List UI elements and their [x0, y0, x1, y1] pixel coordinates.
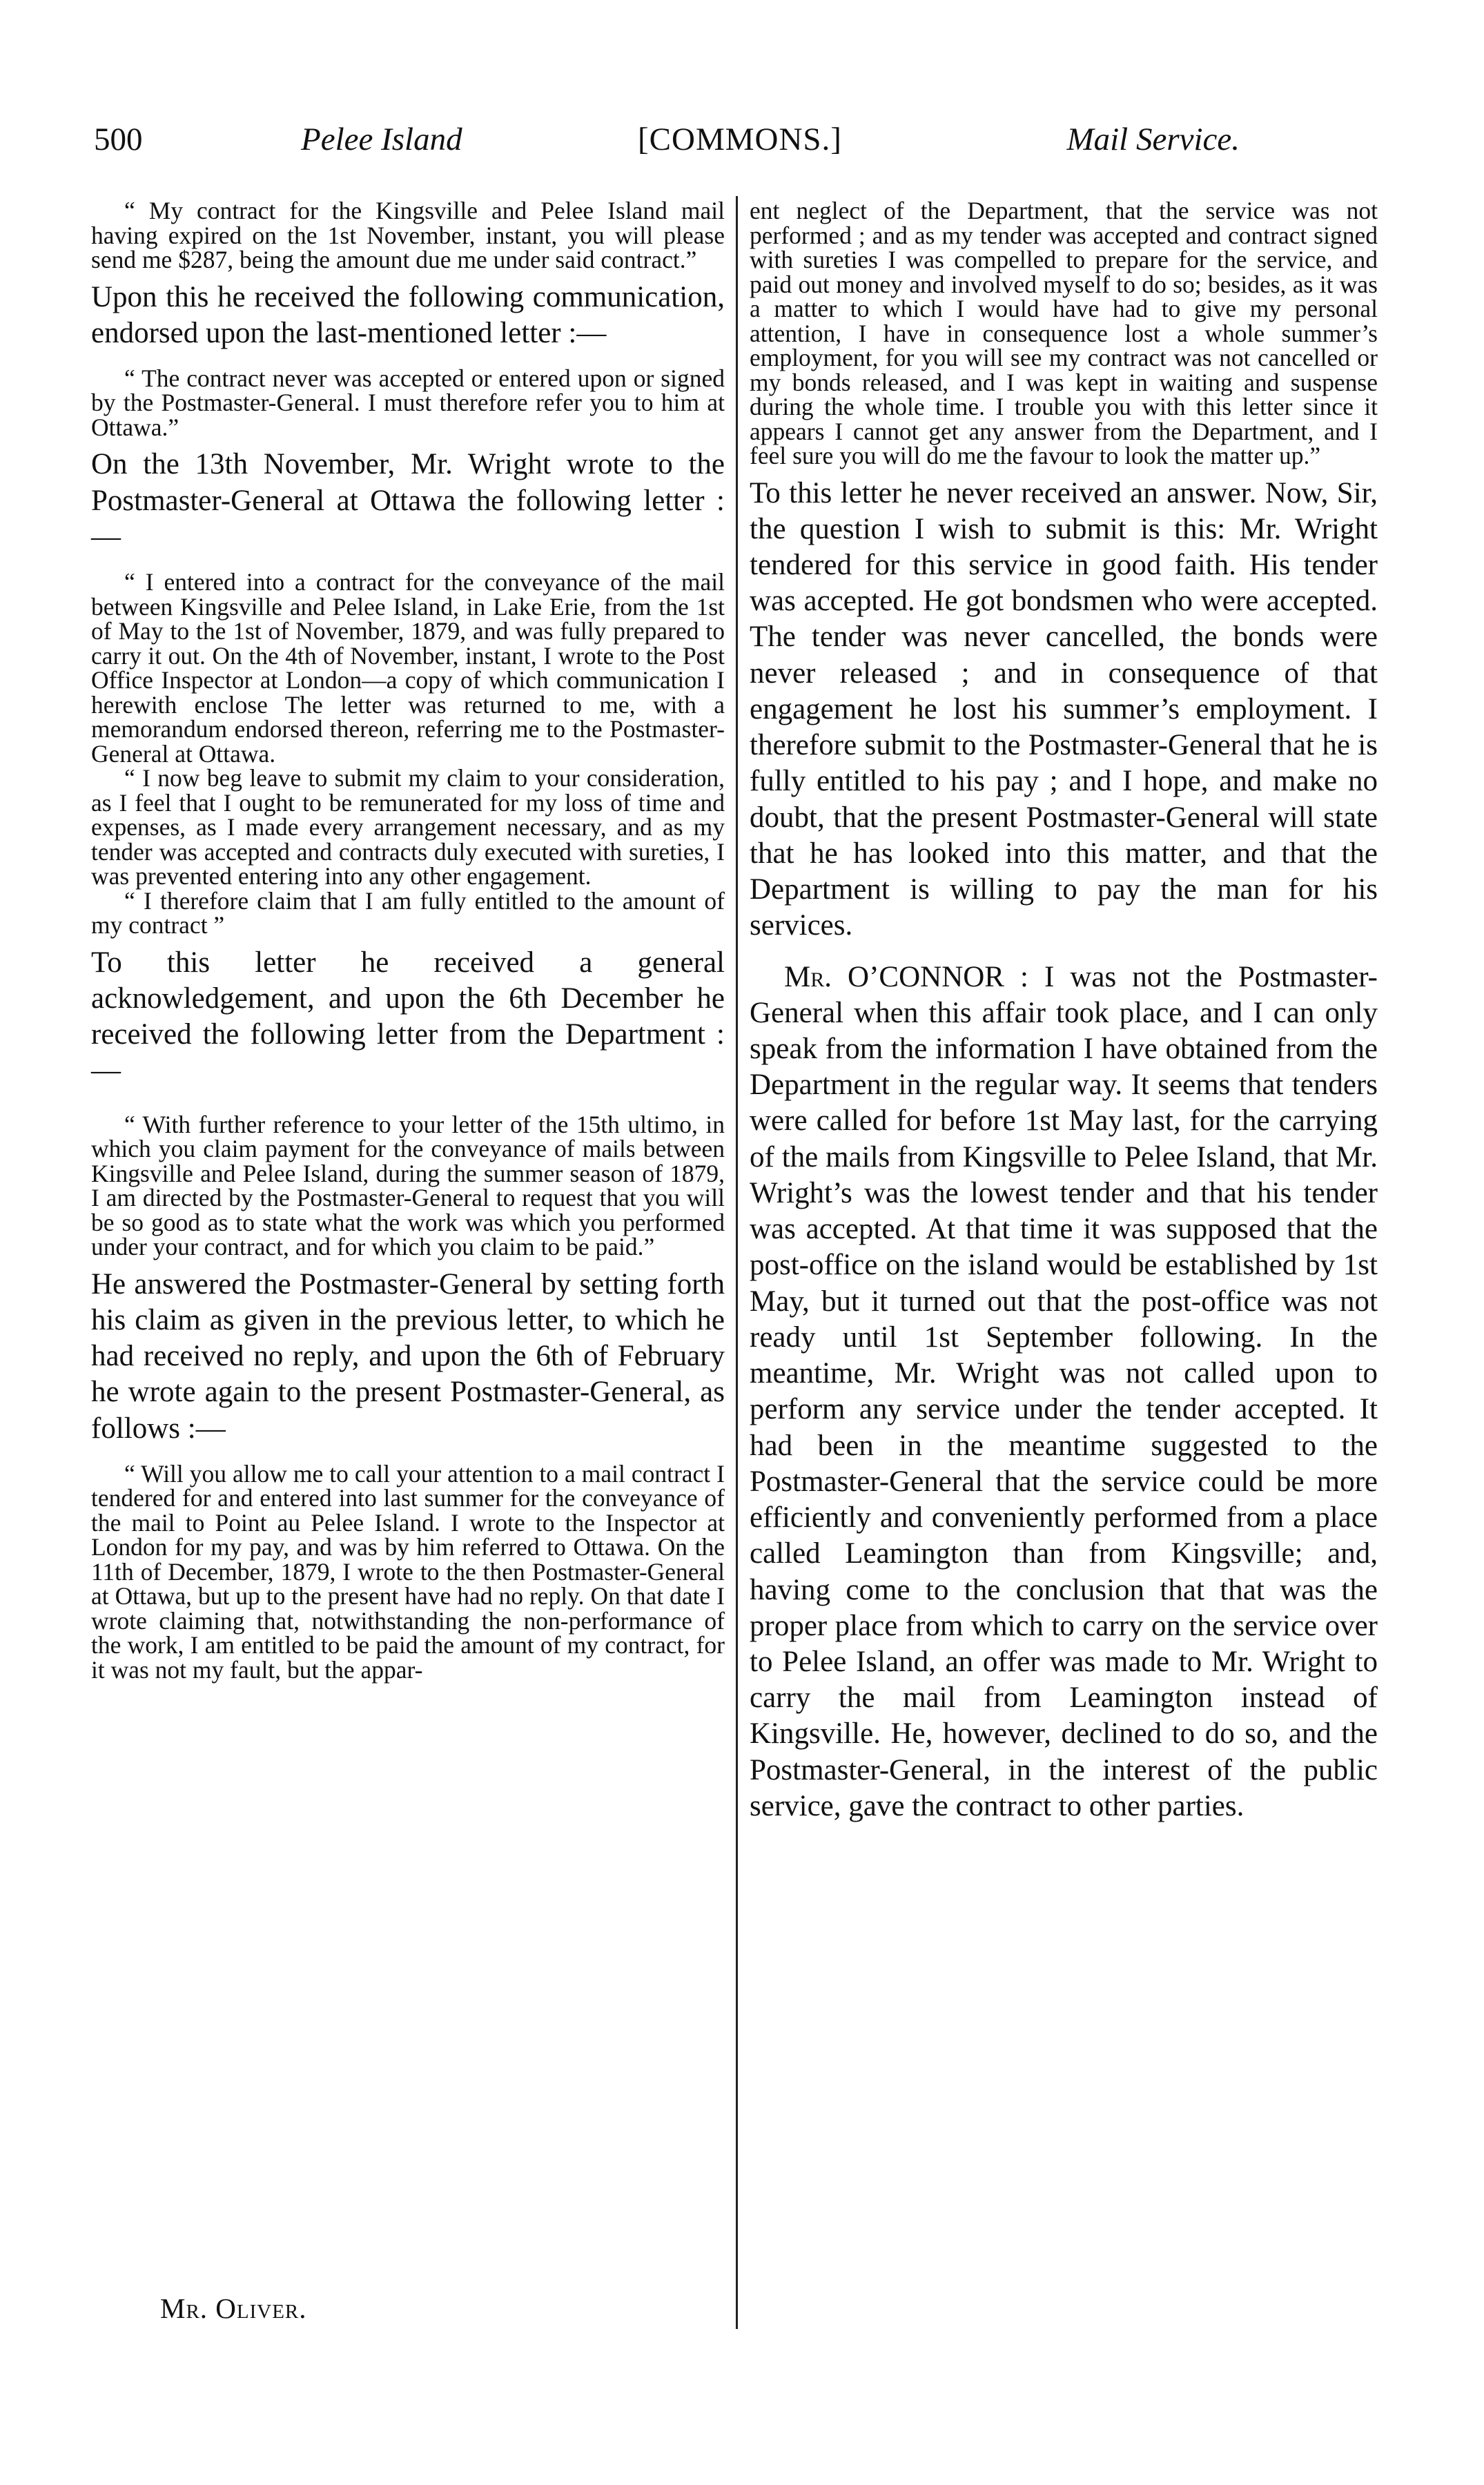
- right-column: [750, 199, 1378, 1824]
- body-paragraph: To this letter he received a general acknowledgement, and upon the 6th December he received the following letter from the Department :—: [91, 946, 725, 1087]
- quoted-letter-paragraph: “ The contract never was accepted or entered upon or signed by the Postmaster-General. I must therefore refer you to him at Ottawa.”: [91, 364, 725, 441]
- quoted-letter-paragraph: “ I now beg leave to submit my claim to your consideration, as I feel that I ought to be remunerated for my loss of time and expenses, as I made every arrangement necessary, and as my tender was accepted and contracts duly executed with sureties, I was prevented entering into any other engagement.: [91, 764, 725, 890]
- column-divider: [736, 196, 738, 2329]
- quoted-letter-paragraph: “ My contract for the Kingsville and Pelee Island mail having expired on the 1st November, instant, you will please send me $287, being the amount due me under said contract.”: [91, 197, 725, 273]
- page-header: [94, 121, 1240, 176]
- page-number: 500: [94, 121, 143, 157]
- running-head-right: Mail Service.: [1066, 121, 1240, 157]
- running-head-center: [COMMONS.]: [638, 121, 842, 157]
- quoted-letter-paragraph: “ Will you allow me to call your attention to a mail contract I tendered for and entered into last summer for the conveyance of the mail to Point au Pelee Island. I wrote to the Inspector at London for my pay, and was by him referred to Ottawa. On the 11th of December, 1879, I wrote to the then Postmaster-General at Ottawa, but up to the present have had no reply. On that date I wrote claiming that, notwithstanding the non-performance of the work, I am entitled to be paid the amount of my contract, for it was not my fault, but the appar-: [91, 1459, 725, 1684]
- quoted-letter-paragraph: “ With further reference to your letter of the 15th ultimo, in which you claim payment for the conveyance of mails between Kingsville and Pelee Island, during the summer season of 1879, I am directed by the Postmaster-General to request that you will be so good as to state what the work was which you performed under your contract, and for which you claim to be paid.”: [91, 1110, 725, 1261]
- speech-paragraph: [750, 959, 1378, 1825]
- next-speaker-catchword: Mr. Oliver.: [160, 2292, 307, 2324]
- speaker-name: Mr. O’CONNOR: [784, 960, 1004, 993]
- speech-text: : I was not the Postmaster-General when this affair took place, and I can only speak from the information I have obtained from the Department in the regular way. It seems that tenders were called for before 1st May last, for the carrying of the mails from Kingsville to Pelee Island, that Mr. Wright’s was the lowest tender and that his tender was accepted. At that time it was supposed that the post-office on the island would be established by 1st May, but it turned out that the post-office was not ready until 1st September following. In the meantime, Mr. Wright was not called upon to perform any service under the tender accepted. It had been in the meantime suggested to the Postmaster-General that the service could be more efficiently and conveniently performed from a place called Leamington than from Kingsville; and, having come to the conclusion that that was the proper place from which to carry on the service over to Pelee Island, an offer was made to Mr. Wright to carry the mail from Leamington instead of Kingsville. He, however, declined to do so, and the Postmaster-General, in the interest of the public service, gave the contract to other parties.: [750, 960, 1378, 1822]
- body-paragraph: Upon this he received the following communication, endorsed upon the last-mentioned letter :—: [91, 280, 725, 349]
- left-column: [91, 199, 725, 1682]
- body-paragraph: To this letter he never received an answer. Now, Sir, the question I wish to submit is this: Mr. Wright tendered for this service in good faith. His tender was accepted. He got bondsmen who were accepted. The tender was never cancelled, the bonds were never released ; and in consequence of that engagement he lost his summer’s employment. I therefore submit to the Postmaster-General that he is fully entitled to his pay ; and I hope, and make no doubt, that the present Postmaster-General will state that he has looked into this matter, and that the Department is willing to pay the man for his services.: [750, 476, 1378, 942]
- quoted-letter-paragraph: ent neglect of the Department, that the service was not performed ; and as my tender was accepted and contract signed with sureties I was compelled to prepare for the service, and paid out money and involved myself to do so; besides, as it was a matter to which I would have had to give my personal attention, I have in consequence lost a whole summer’s employment, for you will see my contract was not cancelled or my bonds released, and I was kept in waiting and suspense during the whole time. I trouble you with this letter since it appears I cannot get any answer from the Department, and I feel sure you will do me the favour to look the matter up.”: [750, 197, 1378, 469]
- body-paragraph: He answered the Postmaster-General by setting forth his claim as given in the previous letter, to which he had received no reply, and upon the 6th of February he wrote again to the present Postmaster-General, as follows :—: [91, 1267, 725, 1445]
- running-head-left: Pelee Island: [301, 121, 462, 157]
- body-paragraph: On the 13th November, Mr. Wright wrote to the Postmaster-General at Ottawa the following letter :—: [91, 448, 725, 553]
- quoted-letter-paragraph: “ I therefore claim that I am fully entitled to the amount of my contract ”: [91, 886, 725, 939]
- quoted-letter-paragraph: “ I entered into a contract for the conveyance of the mail between Kingsville and Pelee Island, in Lake Erie, from the 1st of May to the 1st of November, 1879, and was fully prepared to carry it out. On the 4th of November, instant, I wrote to the Post Office Inspector at London—a copy of which communication I herewith enclose The letter was returned to me, with a memorandum endorsed thereon, referring me to the Postmaster-General at Ottawa.: [91, 568, 725, 768]
